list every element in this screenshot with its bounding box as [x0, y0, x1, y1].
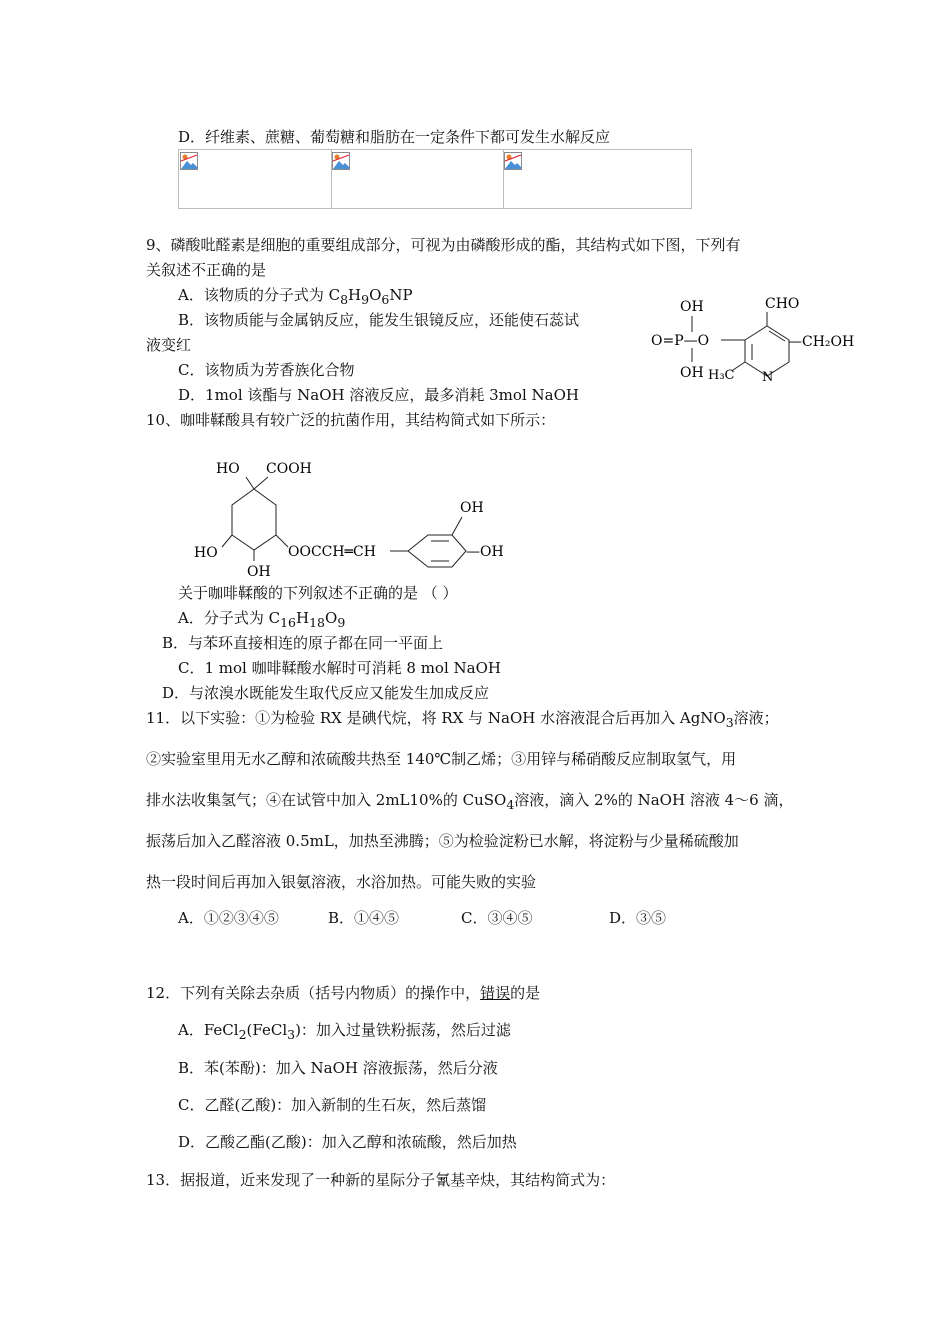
q9-option-b-line2: 液变红 [146, 336, 192, 354]
q11-option-b: B．①④⑤ [328, 909, 400, 927]
broken-image-icon [332, 152, 350, 170]
broken-image-icon [180, 152, 198, 170]
q11-option-c: C．③④⑤ [461, 909, 533, 927]
q9-structure-diagram [645, 288, 875, 388]
image-table [178, 149, 692, 209]
q12-stem: 12．下列有关除去杂质（括号内物质）的操作中，错误的是 [146, 984, 541, 1002]
image-cell [331, 150, 504, 208]
q10-question: 关于咖啡鞣酸的下列叙述不正确的是 （ ） [178, 584, 458, 602]
struct-phosphate: O=P—O [651, 333, 710, 349]
struct-oh-ring-right: —OH [466, 544, 504, 560]
struct-ho-top: HO [216, 461, 240, 477]
q8-option-d: D．纤维素、蔗糖、葡萄糖和脂肪在一定条件下都可发生水解反应 [178, 128, 611, 146]
q11-line4: 振荡后加入乙醛溶液 0.5mL，加热至沸腾；⑤为检验淀粉已水解，将淀粉与少量稀硫酸加 [146, 832, 739, 850]
struct-ho-left: HO [194, 545, 218, 561]
q11-option-d: D．③⑤ [609, 909, 667, 927]
image-cell [179, 150, 332, 208]
q9-stem-line1: 9、磷酸吡醛素是细胞的重要组成部分，可视为由磷酸形成的酯，其结构式如下图，下列有 [146, 236, 741, 254]
q10-option-b: B．与苯环直接相连的原子都在同一平面上 [162, 634, 444, 652]
q10-option-a: A．分子式为 $C_{16}H_{18}O_9$ [178, 609, 346, 630]
q12-option-a: A．FeCl$_2$(FeCl$_3$)：加入过量铁粉振荡，然后过滤 [178, 1021, 511, 1042]
q12-option-c: C．乙醛(乙酸)：加入新制的生石灰，然后蒸馏 [178, 1096, 487, 1114]
q12-option-d: D．乙酸乙酯(乙酸)：加入乙醇和浓硫酸，然后加热 [178, 1133, 517, 1151]
q9-option-b-line1: B．该物质能与金属钠反应，能发生银镜反应，还能使石蕊试 [178, 311, 580, 329]
q11-line5: 热一段时间后再加入银氨溶液，水浴加热。可能失败的实验 [146, 873, 537, 891]
struct-oh-bottom: OH [247, 564, 271, 580]
q11-line3: 排水法收集氢气；④在试管中加入 2mL10%的 CuSO$_4$溶液，滴入 2%的 NaOH 溶液 4～6 滴， [146, 791, 794, 812]
struct-h3c: H₃C [708, 368, 735, 383]
struct-n: N [762, 370, 774, 385]
struct-cho: CHO [765, 296, 800, 312]
q10-stem: 10、咖啡鞣酸具有较广泛的抗菌作用，其结构简式如下所示： [146, 411, 556, 429]
q12-option-b: B．苯(苯酚)：加入 NaOH 溶液振荡，然后分液 [178, 1059, 498, 1077]
struct-cooh: COOH [266, 461, 312, 477]
struct-oh-bottom: OH [680, 365, 704, 381]
image-cell [503, 150, 690, 208]
q9-option-c: C．该物质为芳香族化合物 [178, 361, 355, 379]
q9-option-d: D．1mol 该酯与 NaOH 溶液反应，最多消耗 3mol NaOH [178, 386, 579, 404]
q12-stem-underlined: 错误 [480, 984, 511, 1002]
struct-oh-ring-top: OH [460, 500, 484, 516]
q11-line2: ②实验室里用无水乙醇和浓硫酸共热至 140℃制乙烯；③用锌与稀硝酸反应制取氢气，用 [146, 750, 737, 768]
struct-oh-top: OH [680, 299, 704, 315]
q11-line1: 11．以下实验：①为检验 RX 是碘代烷，将 RX 与 NaOH 水溶液混合后再加入 AgNO$_3$溶液； [146, 709, 779, 730]
q9-stem-line2: 关叙述不正确的是 [146, 261, 267, 279]
q10-option-c: C．1 mol 咖啡鞣酸水解时可消耗 8 mol NaOH [178, 659, 501, 677]
q10-structure-diagram [190, 455, 520, 580]
q9-option-a: A．该物质的分子式为 $C_8H_9O_6NP$ [178, 286, 413, 307]
struct-ch2oh: —CH₂OH [788, 334, 855, 350]
q13-stem: 13．据报道，近来发现了一种新的星际分子氰基辛炔，其结构简式为： [146, 1171, 616, 1189]
broken-image-icon [504, 152, 522, 170]
struct-ester-chain: OOCCH═CH [288, 544, 376, 560]
q11-option-a: A．①②③④⑤ [178, 909, 279, 927]
q10-option-d: D．与浓溴水既能发生取代反应又能发生加成反应 [162, 684, 490, 702]
